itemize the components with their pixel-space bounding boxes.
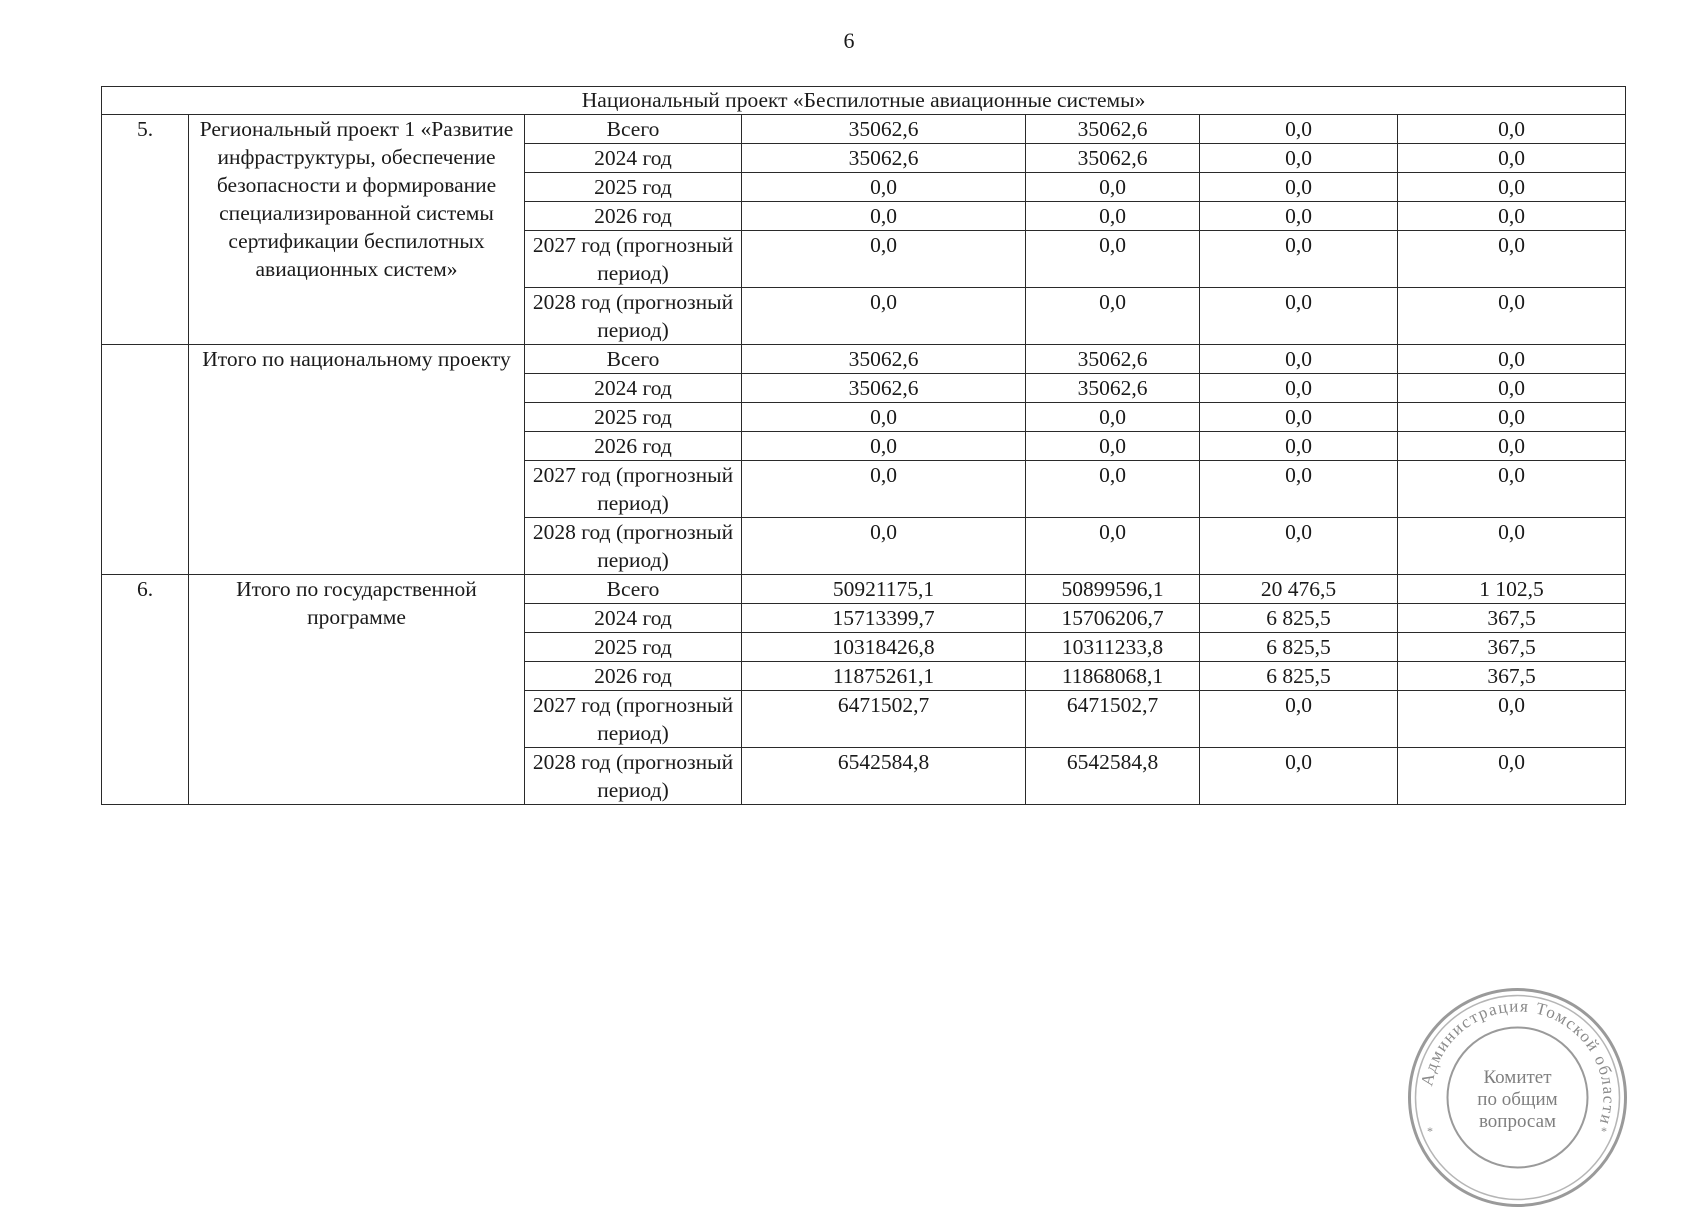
item-name: Региональный проект 1 «Развитие инфраструктуры, обеспечение безопасности и формирование специализированной системы сертификации беспилотных авиационных систем» (189, 115, 525, 345)
total-cell: 35062,6 (742, 144, 1026, 173)
period-cell: 2025 год (525, 633, 742, 662)
source1-cell: 35062,6 (1026, 115, 1200, 144)
source3-cell: 367,5 (1398, 604, 1626, 633)
source1-cell: 35062,6 (1026, 345, 1200, 374)
source2-cell: 0,0 (1200, 403, 1398, 432)
section-header: Национальный проект «Беспилотные авиационные системы» (102, 87, 1626, 115)
page-number: 6 (843, 28, 855, 53)
source2-cell: 0,0 (1200, 144, 1398, 173)
stamp-line-2: по общим (1477, 1089, 1558, 1110)
source3-cell: 0,0 (1398, 288, 1626, 345)
total-cell: 6542584,8 (742, 748, 1026, 805)
source2-cell: 0,0 (1200, 432, 1398, 461)
total-cell: 0,0 (742, 288, 1026, 345)
source1-cell: 0,0 (1026, 288, 1200, 345)
source3-cell: 0,0 (1398, 231, 1626, 288)
total-cell: 10318426,8 (742, 633, 1026, 662)
period-cell: 2024 год (525, 604, 742, 633)
source3-cell: 0,0 (1398, 374, 1626, 403)
period-cell: 2027 год (прогнозный период) (525, 461, 742, 518)
total-cell: 15713399,7 (742, 604, 1026, 633)
period-cell: 2025 год (525, 403, 742, 432)
source3-cell: 0,0 (1398, 748, 1626, 805)
source1-cell: 15706206,7 (1026, 604, 1200, 633)
source1-cell: 0,0 (1026, 518, 1200, 575)
source3-cell: 0,0 (1398, 115, 1626, 144)
period-cell: 2026 год (525, 432, 742, 461)
total-cell: 0,0 (742, 202, 1026, 231)
period-cell: 2025 год (525, 173, 742, 202)
budget-table (101, 86, 1626, 805)
total-cell: 35062,6 (742, 345, 1026, 374)
source3-cell: 0,0 (1398, 432, 1626, 461)
source1-cell: 35062,6 (1026, 144, 1200, 173)
total-cell: 11875261,1 (742, 662, 1026, 691)
stamp-line-3: вопросам (1478, 1111, 1557, 1132)
source1-cell: 0,0 (1026, 231, 1200, 288)
period-cell: 2026 год (525, 202, 742, 231)
source1-cell: 50899596,1 (1026, 575, 1200, 604)
total-cell: 0,0 (742, 231, 1026, 288)
total-cell: 0,0 (742, 461, 1026, 518)
source3-cell: 0,0 (1398, 173, 1626, 202)
period-cell: Всего (525, 345, 742, 374)
source3-cell: 0,0 (1398, 691, 1626, 748)
source3-cell: 0,0 (1398, 461, 1626, 518)
source2-cell: 6 825,5 (1200, 633, 1398, 662)
source2-cell: 0,0 (1200, 691, 1398, 748)
source3-cell: 0,0 (1398, 202, 1626, 231)
table-row (102, 345, 1626, 374)
table-row (102, 115, 1626, 144)
source2-cell: 0,0 (1200, 518, 1398, 575)
row-number (102, 345, 189, 575)
total-cell: 50921175,1 (742, 575, 1026, 604)
svg-text:*: * (1427, 1124, 1433, 1138)
stamp-line-1: Комитет (1483, 1067, 1552, 1088)
source1-cell: 0,0 (1026, 403, 1200, 432)
source1-cell: 0,0 (1026, 432, 1200, 461)
total-cell: 6471502,7 (742, 691, 1026, 748)
source3-cell: 0,0 (1398, 345, 1626, 374)
item-name: Итого по государственной программе (189, 575, 525, 805)
svg-text:*: * (1601, 1124, 1607, 1138)
source2-cell: 0,0 (1200, 115, 1398, 144)
source3-cell: 367,5 (1398, 633, 1626, 662)
period-cell: Всего (525, 575, 742, 604)
period-cell: 2028 год (прогнозный период) (525, 748, 742, 805)
source3-cell: 367,5 (1398, 662, 1626, 691)
source1-cell: 11868068,1 (1026, 662, 1200, 691)
source2-cell: 0,0 (1200, 748, 1398, 805)
total-cell: 0,0 (742, 518, 1026, 575)
source2-cell: 0,0 (1200, 461, 1398, 518)
source2-cell: 0,0 (1200, 288, 1398, 345)
source2-cell: 20 476,5 (1200, 575, 1398, 604)
period-cell: 2026 год (525, 662, 742, 691)
source1-cell: 0,0 (1026, 461, 1200, 518)
source2-cell: 0,0 (1200, 374, 1398, 403)
total-cell: 0,0 (742, 403, 1026, 432)
source2-cell: 6 825,5 (1200, 662, 1398, 691)
source3-cell: 0,0 (1398, 144, 1626, 173)
stamp-ring-text: Администрация Томской области (1417, 996, 1619, 1128)
period-cell: 2027 год (прогнозный период) (525, 231, 742, 288)
source2-cell: 0,0 (1200, 345, 1398, 374)
row-number: 5. (102, 115, 189, 345)
source1-cell: 10311233,8 (1026, 633, 1200, 662)
period-cell: Всего (525, 115, 742, 144)
source3-cell: 0,0 (1398, 518, 1626, 575)
source1-cell: 0,0 (1026, 173, 1200, 202)
period-cell: 2024 год (525, 374, 742, 403)
total-cell: 35062,6 (742, 374, 1026, 403)
total-cell: 35062,6 (742, 115, 1026, 144)
table-row (102, 575, 1626, 604)
source1-cell: 6542584,8 (1026, 748, 1200, 805)
source2-cell: 0,0 (1200, 231, 1398, 288)
source2-cell: 0,0 (1200, 173, 1398, 202)
source2-cell: 0,0 (1200, 202, 1398, 231)
source1-cell: 6471502,7 (1026, 691, 1200, 748)
source3-cell: 0,0 (1398, 403, 1626, 432)
stamp-seal-icon (1405, 985, 1630, 1210)
source1-cell: 0,0 (1026, 202, 1200, 231)
total-cell: 0,0 (742, 173, 1026, 202)
source1-cell: 35062,6 (1026, 374, 1200, 403)
period-cell: 2028 год (прогнозный период) (525, 288, 742, 345)
total-cell: 0,0 (742, 432, 1026, 461)
period-cell: 2027 год (прогнозный период) (525, 691, 742, 748)
row-number: 6. (102, 575, 189, 805)
period-cell: 2028 год (прогнозный период) (525, 518, 742, 575)
period-cell: 2024 год (525, 144, 742, 173)
source3-cell: 1 102,5 (1398, 575, 1626, 604)
source2-cell: 6 825,5 (1200, 604, 1398, 633)
section-header-row (102, 87, 1626, 115)
item-name: Итого по национальному проекту (189, 345, 525, 575)
